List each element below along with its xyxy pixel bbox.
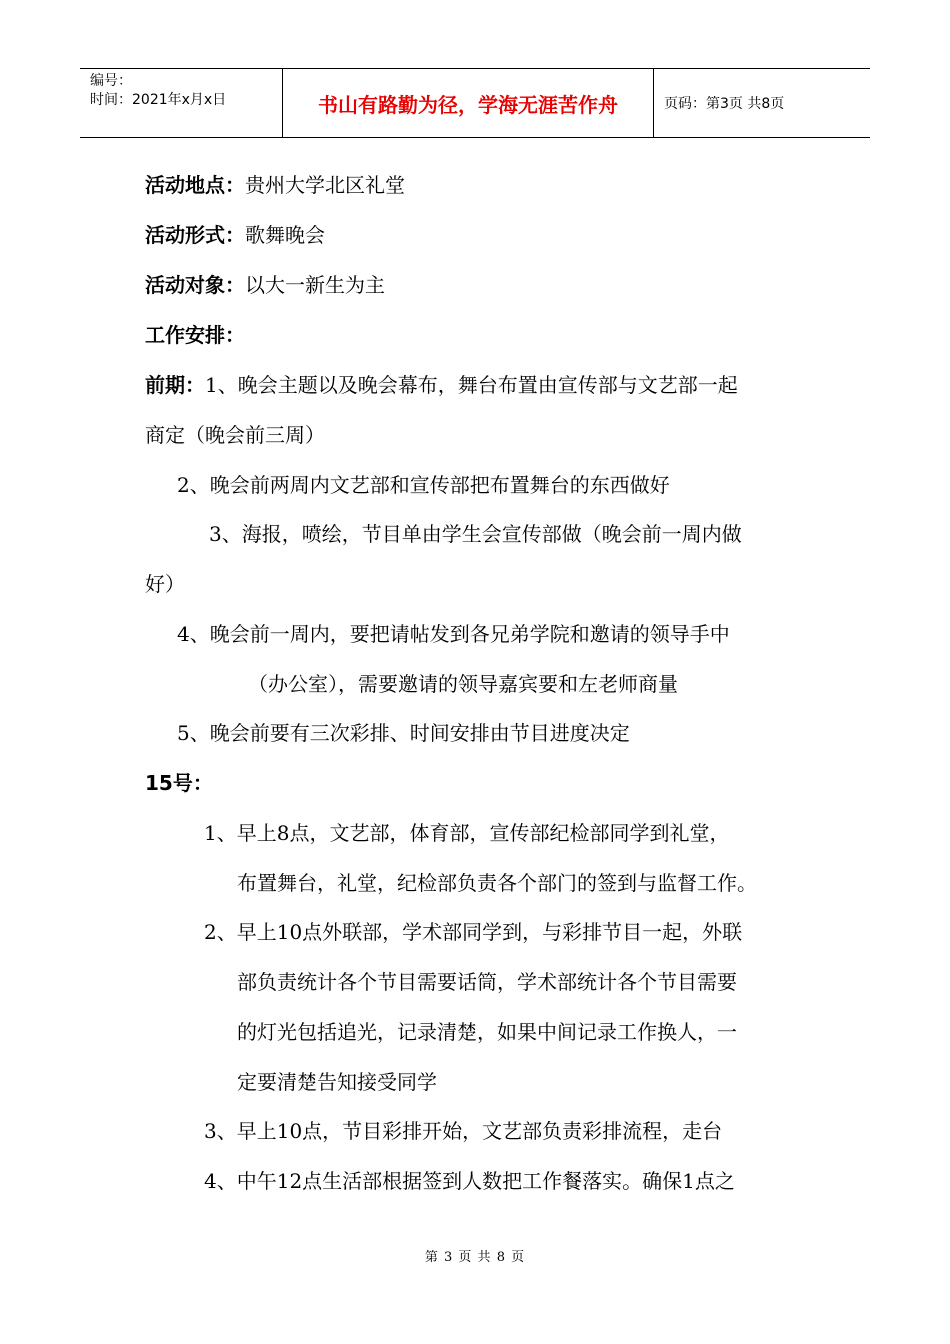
early-item-3a: 3、海报，喷绘，节目单由学生会宣传部做（晚会前一周内做 <box>209 522 742 546</box>
day15-item-1b: 布置舞台，礼堂，纪检部负责各个部门的签到与监督工作。 <box>237 871 757 895</box>
day15-item-4: 4、中午12点生活部根据签到人数把工作餐落实。确保1点之 <box>204 1169 735 1193</box>
day15-heading: 15号： <box>145 771 213 795</box>
early-item-3b: 好） <box>145 572 185 596</box>
work-plan-heading: 工作安排： <box>145 323 245 347</box>
early-item-1b: 商定（晚会前三周） <box>145 423 325 447</box>
page-label: 页码：第3页 共8页 <box>664 96 785 112</box>
day15-item-3: 3、早上10点，节目彩排开始，文艺部负责彩排流程，走台 <box>204 1119 723 1143</box>
early-item-4b: （办公室），需要邀请的领导嘉宾要和左老师商量 <box>248 672 678 696</box>
header-page-cell <box>654 69 870 137</box>
venue-label: 活动地点： <box>145 173 245 197</box>
day15-item-1a: 1、早上8点，文艺部，体育部，宣传部纪检部同学到礼堂， <box>204 821 730 845</box>
form-value: 歌舞晚会 <box>245 223 325 247</box>
form-line <box>145 222 325 248</box>
form-label: 活动形式： <box>145 223 245 247</box>
day15-item-2d: 定要清楚告知接受同学 <box>237 1070 437 1094</box>
audience-label: 活动对象： <box>145 273 245 297</box>
early-item-1a <box>145 372 738 398</box>
early-item-4a: 4、晚会前一周内，要把请帖发到各兄弟学院和邀请的领导手中 <box>177 622 730 646</box>
early-item-5: 5、晚会前要有三次彩排、时间安排由节目进度决定 <box>177 721 630 745</box>
audience-value: 以大一新生为主 <box>245 273 385 297</box>
day15-item-2c: 的灯光包括追光，记录清楚，如果中间记录工作换人，一 <box>237 1020 737 1044</box>
early-text-1a: 1、晚会主题以及晚会幕布，舞台布置由宣传部与文艺部一起 <box>205 373 738 397</box>
header-meta-cell <box>80 69 283 137</box>
early-item-2: 2、晚会前两周内文艺部和宣传部把布置舞台的东西做好 <box>177 473 670 497</box>
audience-line <box>145 272 385 298</box>
early-label: 前期： <box>145 373 205 397</box>
time-label: 时间：2021年x月x日 <box>90 92 227 108</box>
day15-item-2b: 部负责统计各个节目需要话筒，学术部统计各个节目需要 <box>237 970 737 994</box>
header-motto-cell <box>283 69 654 137</box>
page-footer: 第 3 页 共 8 页 <box>424 1250 526 1265</box>
motto: 书山有路勤为径，学海无涯苦作舟 <box>318 92 618 117</box>
header-table <box>80 68 870 138</box>
venue-line <box>145 172 405 198</box>
venue-value: 贵州大学北区礼堂 <box>245 173 405 197</box>
number-label: 编号： <box>90 73 132 89</box>
day15-item-2a: 2、早上10点外联部，学术部同学到，与彩排节目一起，外联 <box>204 920 743 944</box>
